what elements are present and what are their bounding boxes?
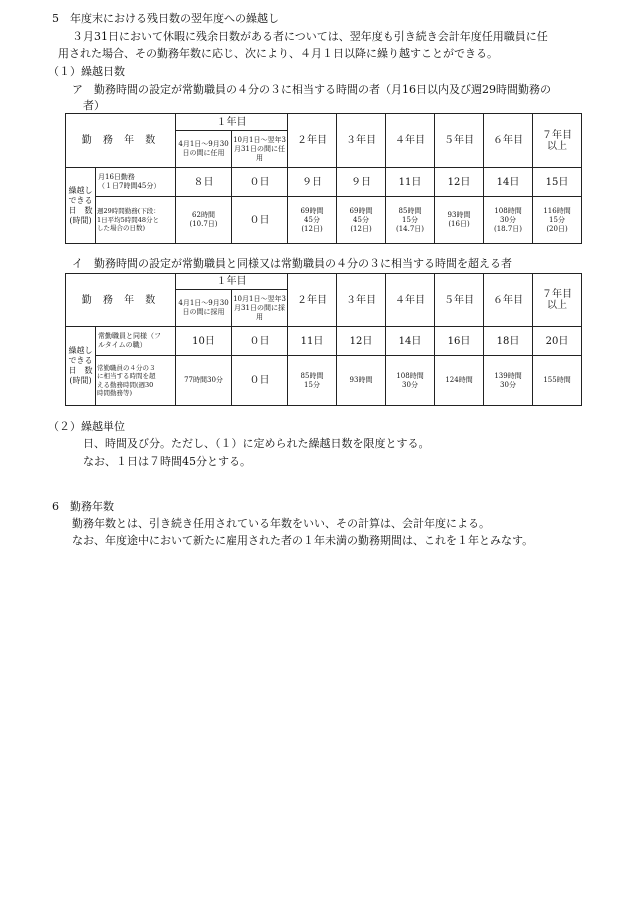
item-a-heading-line2: 者）	[83, 99, 105, 112]
table-b-row2-label: 常勤職員の４分の３ に相当する時間を超 える勤務時間(週30 時間勤務等)	[96, 356, 176, 406]
table-b-cell: 14日	[386, 327, 435, 356]
table-b-cell: 10日	[176, 327, 232, 356]
table-b-cell: 18日	[484, 327, 533, 356]
table-a-header-year1-first-half: 4月1日～9月30 日の間に任用	[176, 131, 232, 168]
table-a-side-label: 繰越し できる 日 数 (時間)	[66, 168, 96, 244]
carryover-table-a	[65, 113, 582, 244]
section-6-title: 6 勤務年数	[52, 500, 114, 513]
table-a-cell: ０日	[232, 168, 288, 197]
table-a-header-year1-second-half: 10月1日～翌年3 月31日の間に任用	[232, 131, 288, 168]
subsection-carryover-days: （１）繰越日数	[48, 65, 125, 78]
table-b-cell: 11日	[288, 327, 337, 356]
table-b-cell: 20日	[533, 327, 582, 356]
subsection-carryover-unit: （２）繰越単位	[48, 420, 125, 433]
table-b-header-year1-second-half: 10月1日～翌年3 月31日の間に採用	[232, 290, 288, 327]
table-a-header-year3: ３年目	[337, 114, 386, 168]
table-a-cell: ８日	[176, 168, 232, 197]
table-a-cell: ９日	[288, 168, 337, 197]
table-b-cell: 139時間 30分	[484, 356, 533, 406]
table-a-cell: 12日	[435, 168, 484, 197]
table-b-header-years: 勤 務 年 数	[66, 274, 176, 327]
table-a-cell: ０日	[232, 197, 288, 244]
table-a-cell: 69時間 45分 (12日)	[337, 197, 386, 244]
table-a-header-year2: ２年目	[288, 114, 337, 168]
table-b-cell: 12日	[337, 327, 386, 356]
section-5-title: 5 年度末における残日数の翌年度への繰越し	[52, 12, 279, 25]
table-a-cell: 15日	[533, 168, 582, 197]
carryover-unit-line2: なお、１日は７時間45分とする。	[83, 455, 251, 468]
table-a-header-year5: ５年目	[435, 114, 484, 168]
table-b-header-year6: ６年目	[484, 274, 533, 327]
table-a-header-year4: ４年目	[386, 114, 435, 168]
table-b-cell: 77時間30分	[176, 356, 232, 406]
table-a-row1-label: 月16日勤務 （１日7時間45分）	[96, 168, 176, 197]
table-a-cell: 108時間 30分 (18.7日)	[484, 197, 533, 244]
table-a-cell: ９日	[337, 168, 386, 197]
carryover-table-b	[65, 273, 582, 406]
table-b-cell: 108時間 30分	[386, 356, 435, 406]
table-b-header-year7: ７年目 以上	[533, 274, 582, 327]
table-b-header-year3: ３年目	[337, 274, 386, 327]
table-a-cell: 14日	[484, 168, 533, 197]
table-a-cell: 116時間 15分 (20日)	[533, 197, 582, 244]
table-b-header-year1-first-half: 4月1日～9月30 日の間に採用	[176, 290, 232, 327]
table-b-cell: 85時間 15分	[288, 356, 337, 406]
table-a-cell: 93時間 (16日)	[435, 197, 484, 244]
section-6-paragraph-line1: 勤務年数とは、引き続き任用されている年数をいい、その計算は、会計年度による。	[72, 517, 490, 530]
table-a-header-year6: ６年目	[484, 114, 533, 168]
table-b-header-year4: ４年目	[386, 274, 435, 327]
table-a-header-years: 勤 務 年 数	[66, 114, 176, 168]
table-b-cell: ０日	[232, 327, 288, 356]
table-b-side-label: 繰越し できる 日 数 (時間)	[66, 327, 96, 406]
table-a-header-year7: ７年目 以上	[533, 114, 582, 168]
section-5-paragraph-line2: 用された場合、その勤務年数に応じ、次により、４月１日以降に繰り越すことができる。	[58, 47, 498, 60]
table-b-cell: ０日	[232, 356, 288, 406]
table-b-cell: 124時間	[435, 356, 484, 406]
section-5-paragraph-line1: ３月31日において休暇に残余日数がある者については、翌年度も引き続き会計年度任用職員に任	[72, 30, 548, 43]
item-b-heading: イ 勤務時間の設定が常勤職員と同様又は常勤職員の４分の３に相当する時間を超える者	[72, 257, 512, 270]
table-b-header-year1: １年目	[176, 274, 288, 290]
table-b-header-year5: ５年目	[435, 274, 484, 327]
table-a-cell: 11日	[386, 168, 435, 197]
carryover-unit-line1: 日、時間及び分。ただし、（１）に定められた繰越日数を限度とする。	[83, 437, 430, 450]
table-a-cell: 85時間 15分 (14.7日)	[386, 197, 435, 244]
table-a-row2-label: 週29時間勤務(下段： 1日平均5時間48分と した場合の日数)	[96, 197, 176, 244]
table-a-cell: 69時間 45分 (12日)	[288, 197, 337, 244]
section-6-paragraph-line2: なお、年度途中において新たに雇用された者の１年未満の勤務期間は、これを１年とみなす。	[72, 534, 534, 547]
table-b-cell: 93時間	[337, 356, 386, 406]
table-b-cell: 16日	[435, 327, 484, 356]
item-a-heading-line1: ア 勤務時間の設定が常勤職員の４分の３に相当する時間の者（月16日以内及び週29時間勤務の	[72, 83, 551, 96]
table-b-cell: 155時間	[533, 356, 582, 406]
table-b-row1-label: 常勤職員と同様（フ ルタイムの職）	[96, 327, 176, 356]
table-b-header-year2: ２年目	[288, 274, 337, 327]
table-a-cell: 62時間 (10.7日)	[176, 197, 232, 244]
table-a-header-year1: １年目	[176, 114, 288, 131]
